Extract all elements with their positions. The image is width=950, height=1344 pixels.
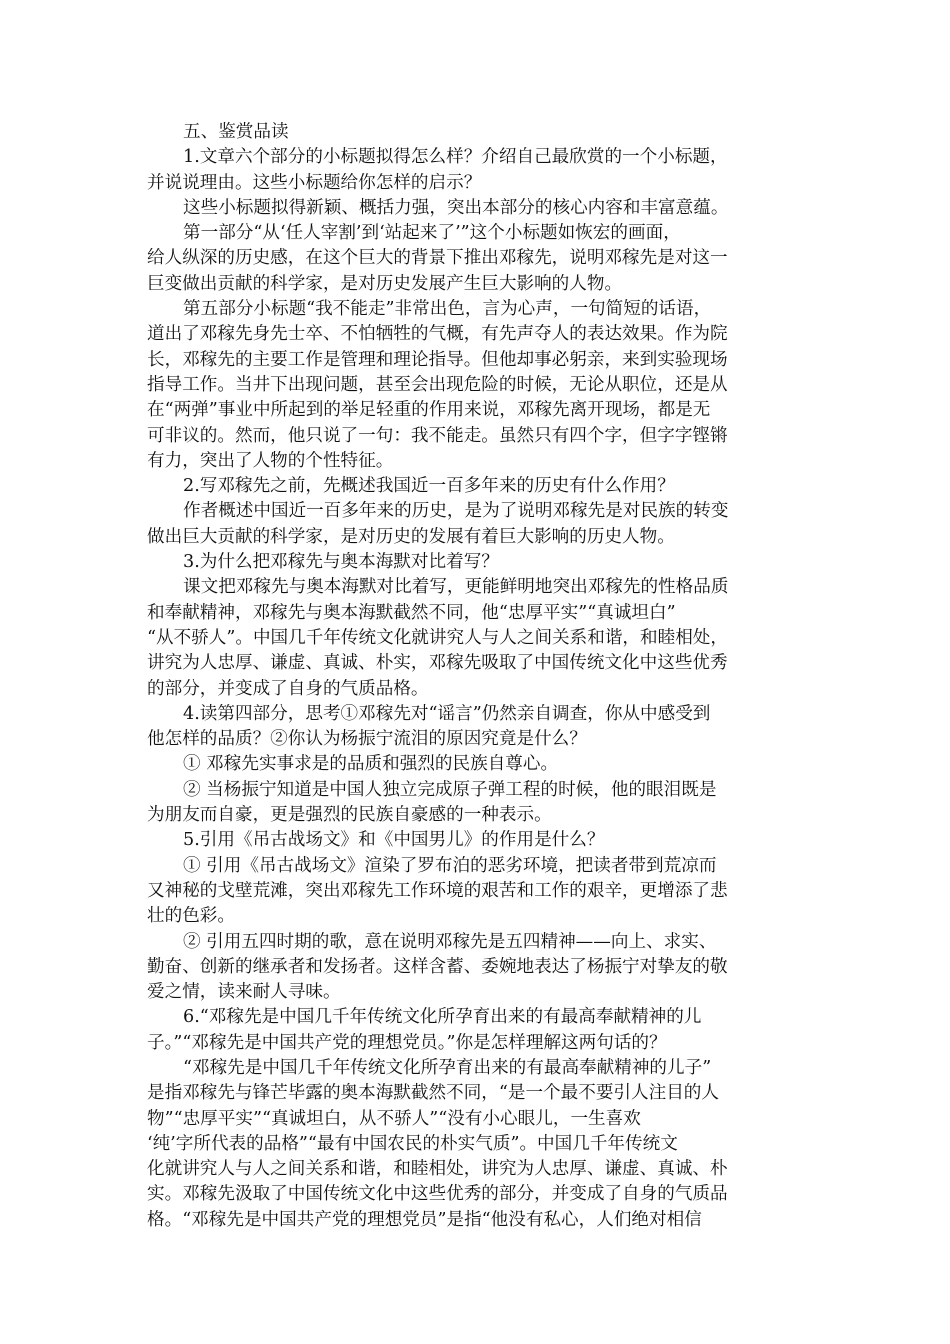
text-line: 1.文章六个部分的小标题拟得怎么样？介绍自己最欣赏的一个小标题，	[183, 147, 728, 168]
text-line: “从不骄人”。中国几千年传统文化就讲究人与人之间关系和谐，和睦相处，	[147, 627, 728, 648]
text-line: 的部分，并变成了自身的气质品格。	[147, 678, 429, 699]
text-line: 爱之情，读来耐人寻味。	[147, 982, 341, 1003]
text-line: 又神秘的戈壁荒滩，突出邓稼先工作环境的艰苦和工作的艰辛，更增添了悲	[147, 880, 728, 901]
text-line: ① 引用《吊古战场文》渲染了罗布泊的恶劣环境，把读者带到荒凉而	[183, 855, 717, 876]
text-line: 他怎样的品质？②你认为杨振宁流泪的原因究竟是什么？	[147, 729, 587, 750]
text-line: 巨变做出贡献的科学家，是对历史发展产生巨大影响的人物。	[147, 273, 623, 294]
document-page	[147, 120, 815, 1233]
text-line: 化就讲究人与人之间关系和谐，和睦相处，讲究为人忠厚、谦虚、真诚、朴	[147, 1159, 728, 1180]
text-line: 课文把邓稼先与奥本海默对比着写，更能鲜明地突出邓稼先的性格品质	[183, 577, 729, 598]
text-line: ‘纯’字所代表的品格”“最有中国农民的朴实气质”。中国几千年传统文	[147, 1133, 678, 1154]
text-line: 子。”“邓稼先是中国共产党的理想党员。”你是怎样理解这两句话的？	[147, 1032, 667, 1053]
text-line: 格。“邓稼先是中国共产党的理想党员”是指“他没有私心，人们绝对相信	[147, 1209, 702, 1230]
text-line: 作者概述中国近一百多年来的历史，是为了说明邓稼先是对民族的转变	[183, 501, 729, 522]
text-line: 道出了邓稼先身先士卒、不怕牺牲的气概，有先声夺人的表达效果。作为院	[147, 324, 728, 345]
text-line: 五、鉴赏品读	[183, 122, 289, 142]
text-line: 勤奋、创新的继承者和发扬者。这样含蓄、委婉地表达了杨振宁对挚友的敬	[147, 956, 728, 977]
text-line: 给人纵深的历史感，在这个巨大的背景下推出邓稼先，说明邓稼先是对这一	[147, 248, 728, 269]
text-line: 是指邓稼先与锋芒毕露的奥本海默截然不同，“是一个最不要引人注目的人	[147, 1083, 719, 1104]
text-line: 讲究为人忠厚、谦虚、真诚、朴实，邓稼先吸取了中国传统文化中这些优秀	[147, 653, 728, 674]
text-line: “邓稼先是中国几千年传统文化所孕育出来的有最高奉献精神的儿子”	[183, 1057, 712, 1078]
text-line: 指导工作。当井下出现问题，甚至会出现危险的时候，无论从职位，还是从	[147, 374, 728, 395]
text-line: 2.写邓稼先之前，先概述我国近一百多年来的历史有什么作用？	[183, 476, 675, 497]
text-line: 长，邓稼先的主要工作是管理和理论指导。但他却事必躬亲，来到实验现场	[147, 349, 728, 370]
text-line: 实。邓稼先汲取了中国传统文化中这些优秀的部分，并变成了自身的气质品	[147, 1184, 728, 1205]
text-line: ② 当杨振宁知道是中国人独立完成原子弹工程的时候，他的眼泪既是	[183, 779, 717, 800]
text-line: 可非议的。然而，他只说了一句：我不能走。虽然只有四个字，但字字铿锵	[147, 425, 728, 446]
text-line: 为朋友而自豪，更是强烈的民族自豪感的一种表示。	[147, 805, 552, 826]
text-line: 第五部分小标题“我不能走”非常出色，言为心声，一句简短的话语，	[183, 299, 712, 320]
text-line: 物”“忠厚平实”“真诚坦白，从不骄人”“没有小心眼儿，一生喜欢	[147, 1108, 641, 1129]
text-line: 做出巨大贡献的科学家，是对历史的发展有着巨大影响的历史人物。	[147, 526, 675, 547]
text-line: 3.为什么把邓稼先与奥本海默对比着写？	[183, 552, 499, 573]
text-line: 并说说理由。这些小标题给你怎样的启示？	[147, 172, 482, 193]
text-line: 壮的色彩。	[147, 906, 235, 927]
text-line: ① 邓稼先实事求是的品质和强烈的民族自尊心。	[183, 754, 559, 775]
text-line: 4.读第四部分，思考①邓稼先对“谣言”仍然亲自调查，你从中感受到	[183, 703, 711, 724]
text-line: 这些小标题拟得新颖、概括力强，突出本部分的核心内容和丰富意蕴。	[183, 197, 729, 218]
text-line: 5.引用《吊古战场文》和《中国男儿》的作用是什么？	[183, 830, 605, 851]
text-line: 6.“邓稼先是中国几千年传统文化所孕育出来的有最高奉献精神的儿	[183, 1007, 702, 1028]
text-line: 有力，突出了人物的个性特征。	[147, 450, 394, 471]
text-line: ② 引用五四时期的歌，意在说明邓稼先是五四精神——向上、求实、	[183, 931, 717, 952]
text-line: 和奉献精神，邓稼先与奥本海默截然不同，他“忠厚平实”“真诚坦白”	[147, 602, 676, 623]
text-line: 第一部分“从‘任人宰割’到‘站起来了’”这个小标题如恢宏的画面，	[183, 223, 681, 244]
text-line: 在“两弹”事业中所起到的举足轻重的作用来说，邓稼先离开现场，都是无	[147, 400, 711, 421]
